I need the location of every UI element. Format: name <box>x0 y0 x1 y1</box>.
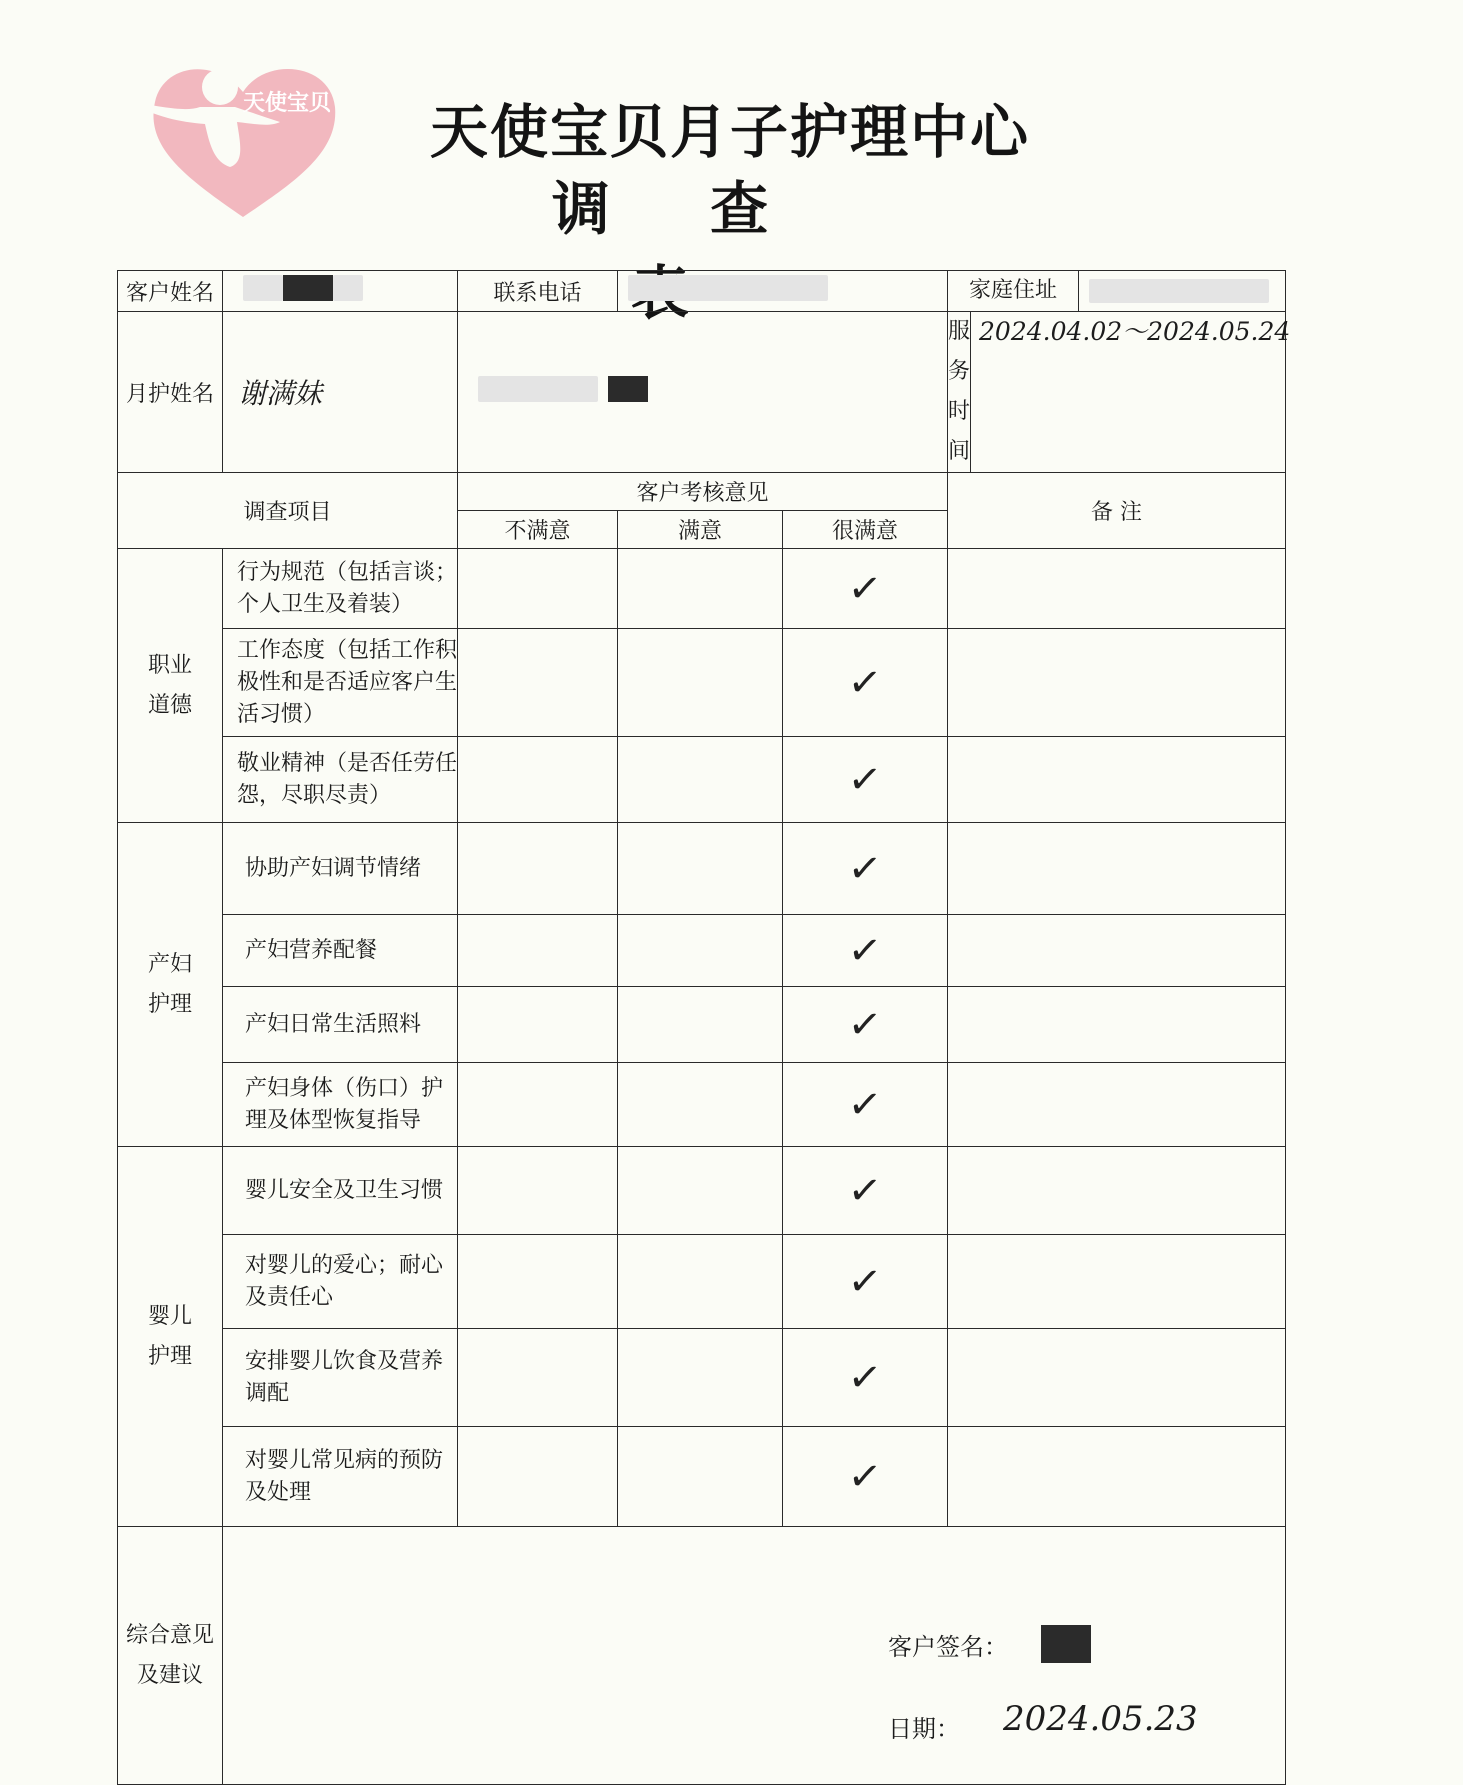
category-label: 职业 道德 <box>147 652 192 718</box>
address-value <box>1079 271 1269 311</box>
mark-very-satisfied[interactable] <box>783 1063 948 1147</box>
check-mark-icon: ✓ <box>845 563 885 614</box>
col-dissatisfied: 不满意 <box>458 511 618 549</box>
address-cell <box>948 271 1286 312</box>
redaction <box>478 376 598 402</box>
check-mark-icon: ✓ <box>845 754 885 805</box>
remark-cell[interactable] <box>948 1147 1286 1235</box>
nurse-name-value-cell <box>223 312 458 473</box>
survey-item: 对婴儿常见病的预防及处理 <box>223 1427 458 1527</box>
survey-item: 对婴儿的爱心；耐心及责任心 <box>223 1235 458 1329</box>
mark-dissatisfied[interactable] <box>458 1063 618 1147</box>
service-time-label: 服务时间 <box>948 312 971 472</box>
mark-satisfied[interactable] <box>618 737 783 823</box>
redaction <box>1041 1625 1091 1663</box>
mark-very-satisfied[interactable] <box>783 1235 948 1329</box>
mark-satisfied[interactable] <box>618 629 783 737</box>
check-mark-icon: ✓ <box>845 1352 885 1403</box>
nurse-name-value: 谢满妹 <box>238 377 323 410</box>
remark-cell[interactable] <box>948 737 1286 823</box>
mark-dissatisfied[interactable] <box>458 823 618 915</box>
logo-heart-angel <box>125 52 355 222</box>
mark-dissatisfied[interactable] <box>458 1427 618 1527</box>
mark-very-satisfied[interactable] <box>783 1427 948 1527</box>
mark-very-satisfied[interactable] <box>783 823 948 915</box>
mark-satisfied[interactable] <box>618 1235 783 1329</box>
service-time-cell <box>948 312 1291 473</box>
mark-dissatisfied[interactable] <box>458 987 618 1063</box>
mark-very-satisfied[interactable] <box>783 737 948 823</box>
mark-dissatisfied[interactable] <box>458 1147 618 1235</box>
mark-satisfied[interactable] <box>618 1147 783 1235</box>
redaction <box>333 275 363 301</box>
remark-cell[interactable] <box>948 1427 1286 1527</box>
logo-text: 天使宝贝 <box>243 91 332 116</box>
check-mark-icon: ✓ <box>845 1079 885 1130</box>
category-maternal-care <box>118 823 223 1147</box>
remark-cell[interactable] <box>948 987 1286 1063</box>
mark-very-satisfied[interactable] <box>783 549 948 629</box>
phone-label: 联系电话 <box>458 271 618 312</box>
survey-item: 产妇身体（伤口）护理及体型恢复指导 <box>223 1063 458 1147</box>
check-mark-icon: ✓ <box>845 1451 885 1502</box>
check-mark-icon: ✓ <box>845 1165 885 1216</box>
mark-dissatisfied[interactable] <box>458 629 618 737</box>
remark-cell[interactable] <box>948 549 1286 629</box>
check-mark-icon: ✓ <box>845 843 885 894</box>
col-satisfied: 满意 <box>618 511 783 549</box>
phone-value <box>618 271 948 312</box>
redaction <box>628 275 828 301</box>
check-mark-icon: ✓ <box>845 1256 885 1307</box>
customer-name-value <box>223 271 458 312</box>
mark-very-satisfied[interactable] <box>783 987 948 1063</box>
date-label: 日期： <box>888 1715 960 1743</box>
summary-cell[interactable] <box>223 1527 1286 1785</box>
remark-cell[interactable] <box>948 1235 1286 1329</box>
remark-header: 备 注 <box>948 473 1286 549</box>
category-infant-care <box>118 1147 223 1527</box>
redaction <box>243 275 283 301</box>
nurse-name-label: 月护姓名 <box>118 312 223 473</box>
mark-satisfied[interactable] <box>618 1427 783 1527</box>
date-value: 2024.05.23 <box>1003 1699 1198 1739</box>
survey-item: 安排婴儿饮食及营养调配 <box>223 1329 458 1427</box>
remark-cell[interactable] <box>948 1329 1286 1427</box>
survey-item: 行为规范（包括言谈；个人卫生及着装） <box>223 549 458 629</box>
mark-dissatisfied[interactable] <box>458 1235 618 1329</box>
signature-label: 客户签名： <box>888 1633 1008 1661</box>
summary-label: 综合意见及建议 <box>118 1527 223 1785</box>
mark-satisfied[interactable] <box>618 1063 783 1147</box>
opinion-header: 客户考核意见 <box>458 473 948 511</box>
redaction <box>608 376 648 402</box>
category-label: 婴儿 护理 <box>147 1303 192 1369</box>
mark-satisfied[interactable] <box>618 549 783 629</box>
page-title: 天使宝贝月子护理中心 <box>429 98 1030 166</box>
mark-very-satisfied[interactable] <box>783 1329 948 1427</box>
service-time-value: 2024.04.02～2024.05.24 <box>979 317 1291 346</box>
survey-item: 婴儿安全及卫生习惯 <box>223 1147 458 1235</box>
mark-very-satisfied[interactable] <box>783 629 948 737</box>
survey-table <box>117 270 1291 1785</box>
mark-very-satisfied[interactable] <box>783 1147 948 1235</box>
mark-satisfied[interactable] <box>618 1329 783 1427</box>
remark-cell[interactable] <box>948 915 1286 987</box>
signature-value <box>1041 1625 1091 1669</box>
category-label: 产妇 护理 <box>147 951 192 1017</box>
mark-very-satisfied[interactable] <box>783 915 948 987</box>
survey-item: 敬业精神（是否任劳任怨，尽职尽责） <box>223 737 458 823</box>
page-subtitle: 调 查 <box>551 175 809 243</box>
mark-dissatisfied[interactable] <box>458 549 618 629</box>
address-label: 家庭住址 <box>948 271 1079 311</box>
category-ethics <box>118 549 223 823</box>
survey-item-header: 调查项目 <box>118 473 458 549</box>
check-mark-icon: ✓ <box>845 657 885 708</box>
mark-dissatisfied[interactable] <box>458 915 618 987</box>
remark-cell[interactable] <box>948 823 1286 915</box>
survey-item: 产妇日常生活照料 <box>223 987 458 1063</box>
check-mark-icon: ✓ <box>845 999 885 1050</box>
mark-dissatisfied[interactable] <box>458 737 618 823</box>
nurse-phone-value <box>458 312 948 473</box>
redaction <box>283 275 333 301</box>
redaction <box>1089 279 1269 303</box>
mark-satisfied[interactable] <box>618 823 783 915</box>
remark-cell[interactable] <box>948 1063 1286 1147</box>
col-very-satisfied: 很满意 <box>783 511 948 549</box>
survey-item: 工作态度（包括工作积极性和是否适应客户生活习惯） <box>223 629 458 737</box>
mark-dissatisfied[interactable] <box>458 1329 618 1427</box>
survey-item: 产妇营养配餐 <box>223 915 458 987</box>
mark-satisfied[interactable] <box>618 915 783 987</box>
check-mark-icon: ✓ <box>845 925 885 976</box>
mark-satisfied[interactable] <box>618 987 783 1063</box>
survey-item: 协助产妇调节情绪 <box>223 823 458 915</box>
customer-name-label: 客户姓名 <box>118 271 223 312</box>
remark-cell[interactable] <box>948 629 1286 737</box>
